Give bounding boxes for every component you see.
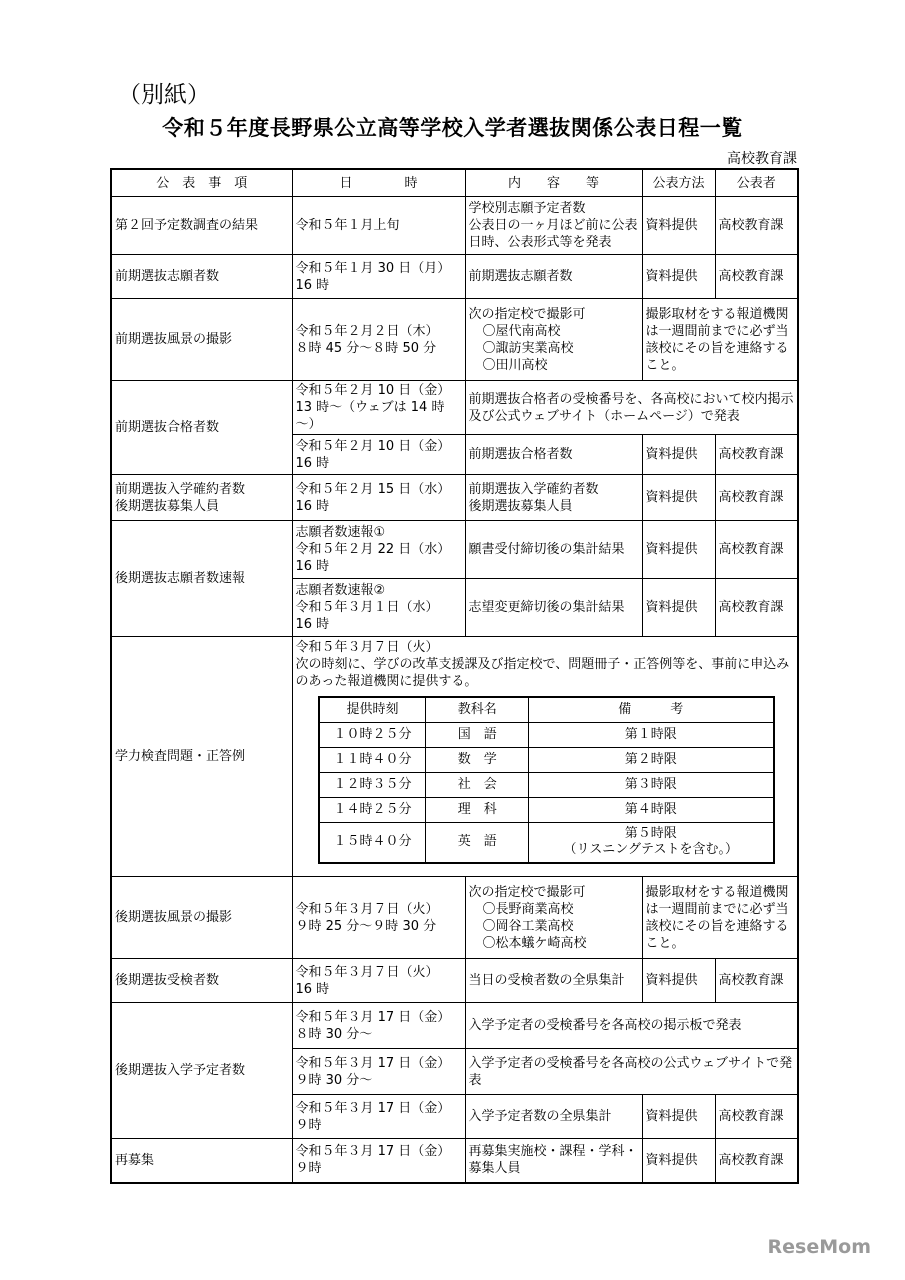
date-cell: 令和５年１月 30 日（月） 16 時 [292, 255, 465, 299]
period-cell: 第５時限 （リスニングテストを含む。） [529, 823, 774, 863]
school-item: 〇諏訪実業高校 [482, 340, 574, 356]
publisher-cell: 高校教育課 [715, 1139, 798, 1183]
subtable-row [319, 823, 774, 863]
subtable-header-subject: 教科名 [426, 697, 529, 723]
publisher-cell: 高校教育課 [715, 1095, 798, 1139]
table-row [111, 299, 798, 381]
exam-subtable [318, 696, 775, 864]
item-cell: 後期選抜入学予定者数 [111, 1003, 292, 1139]
header-method: 公表方法 [642, 169, 715, 197]
table-row [111, 255, 798, 299]
table-row [111, 521, 798, 579]
table-row [111, 1003, 798, 1049]
table-header-row [111, 169, 798, 197]
subject-cell: 英 語 [426, 823, 529, 863]
method-cell: 資料提供 [642, 435, 715, 475]
content-cell: 前期選抜志願者数 [465, 255, 642, 299]
method-cell: 資料提供 [642, 579, 715, 637]
publisher-cell: 高校教育課 [715, 579, 798, 637]
time-cell: １５時４０分 [319, 823, 426, 863]
subtable-row [319, 798, 774, 823]
school-item: 〇松本蟻ケ崎高校 [482, 935, 587, 951]
exam-info-text: 令和５年３月７日（火） 次の時刻に、学びの改革支援課及び指定校で、問題冊子・正答例等を、事前に申込みのあった報道機関に提供する。 [295, 640, 790, 689]
note-cell: 撮影取材をする報道機関は一週間前までに必ず当該校にその旨を連絡すること。 [642, 877, 798, 959]
date-cell: 令和５年２月２日（木） ８時 45 分～８時 50 分 [292, 299, 465, 381]
method-cell: 資料提供 [642, 197, 715, 255]
subject-cell: 社 会 [426, 773, 529, 798]
date-cell: 令和５年３月７日（火） 16 時 [292, 959, 465, 1003]
table-row [111, 1139, 798, 1183]
exam-subtable-wrap [296, 690, 795, 876]
item-cell: 後期選抜風景の撮影 [111, 877, 292, 959]
time-cell: １２時３５分 [319, 773, 426, 798]
item-cell: 第２回予定数調査の結果 [111, 197, 292, 255]
subtable-header-row [319, 697, 774, 723]
table-row [111, 637, 798, 877]
date-cell: 志願者数速報① 令和５年２月 22 日（水） 16 時 [292, 521, 465, 579]
item-cell: 前期選抜風景の撮影 [111, 299, 292, 381]
subtable-header-note: 備 考 [529, 697, 774, 723]
annex-label: （別紙） [118, 82, 210, 108]
publisher-cell: 高校教育課 [715, 255, 798, 299]
table-row [111, 381, 798, 435]
publisher-cell: 高校教育課 [715, 475, 798, 521]
method-cell: 資料提供 [642, 1095, 715, 1139]
table-row [111, 877, 798, 959]
period-cell: 第２時限 [529, 748, 774, 773]
item-cell: 後期選抜志願者数速報 [111, 521, 292, 637]
subject-cell: 国 語 [426, 723, 529, 748]
publisher-cell: 高校教育課 [715, 959, 798, 1003]
date-cell: 志願者数速報② 令和５年３月１日（水） 16 時 [292, 579, 465, 637]
content-cell: 前期選抜入学確約者数 後期選抜募集人員 [465, 475, 642, 521]
header-publisher: 公表者 [715, 169, 798, 197]
method-cell: 資料提供 [642, 521, 715, 579]
content-cell [465, 877, 642, 959]
method-cell: 資料提供 [642, 959, 715, 1003]
content-cell: 前期選抜合格者の受検番号を、各高校において校内掲示及び公式ウェブサイト（ホームページ）で発表 [465, 381, 798, 435]
date-cell: 令和５年３月 17 日（金） ８時 30 分～ [292, 1003, 465, 1049]
item-cell: 前期選抜志願者数 [111, 255, 292, 299]
time-cell: １０時２５分 [319, 723, 426, 748]
subject-cell: 理 科 [426, 798, 529, 823]
date-cell: 令和５年２月 15 日（水） 16 時 [292, 475, 465, 521]
publisher-cell: 高校教育課 [715, 197, 798, 255]
item-cell: 前期選抜入学確約者数 後期選抜募集人員 [111, 475, 292, 521]
date-cell: 令和５年１月上旬 [292, 197, 465, 255]
content-cell: 入学予定者の受検番号を各高校の掲示板で発表 [465, 1003, 798, 1049]
publisher-cell: 高校教育課 [715, 435, 798, 475]
period-cell: 第１時限 [529, 723, 774, 748]
date-cell: 令和５年３月７日（火） ９時 25 分～９時 30 分 [292, 877, 465, 959]
content-cell: 前期選抜合格者数 [465, 435, 642, 475]
date-cell: 令和５年２月 10 日（金） 13 時～（ウェブは 14 時～） [292, 381, 465, 435]
item-cell: 後期選抜受検者数 [111, 959, 292, 1003]
subtable-row [319, 723, 774, 748]
content-cell: 入学予定者の受検番号を各高校の公式ウェブサイトで発表 [465, 1049, 798, 1095]
header-content: 内 容 等 [465, 169, 642, 197]
school-item: 〇田川高校 [482, 357, 548, 373]
table-row [111, 475, 798, 521]
period-cell: 第４時限 [529, 798, 774, 823]
date-cell: 令和５年３月 17 日（金） ９時 [292, 1095, 465, 1139]
department-label: 高校教育課 [727, 151, 797, 167]
content-cell [465, 299, 642, 381]
publisher-cell: 高校教育課 [715, 521, 798, 579]
content-cell: 学校別志願予定者数 公表日の一ヶ月ほど前に公表日時、公表形式等を発表 [465, 197, 642, 255]
content-cell: 当日の受検者数の全県集計 [465, 959, 642, 1003]
header-date: 日 時 [292, 169, 465, 197]
subtable-row [319, 748, 774, 773]
document-title: 令和５年度長野県公立高等学校入学者選抜関係公表日程一覧 [162, 116, 743, 140]
content-cell: 再募集実施校・課程・学科・募集人員 [465, 1139, 642, 1183]
content-cell: 入学予定者数の全県集計 [465, 1095, 642, 1139]
subtable-header-time: 提供時刻 [319, 697, 426, 723]
period-cell: 第３時限 [529, 773, 774, 798]
method-cell: 資料提供 [642, 255, 715, 299]
time-cell: １１時４０分 [319, 748, 426, 773]
content-heading: 次の指定校で撮影可 [468, 884, 586, 900]
exam-info-cell [292, 637, 798, 877]
method-cell: 資料提供 [642, 1139, 715, 1183]
time-cell: １４時２５分 [319, 798, 426, 823]
school-item: 〇長野商業高校 [482, 901, 574, 917]
table-row [111, 959, 798, 1003]
item-cell: 前期選抜合格者数 [111, 381, 292, 475]
subject-cell: 数 学 [426, 748, 529, 773]
note-cell: 撮影取材をする報道機関は一週間前までに必ず当該校にその旨を連絡すること。 [642, 299, 798, 381]
table-row [111, 197, 798, 255]
method-cell: 資料提供 [642, 475, 715, 521]
date-cell: 令和５年３月 17 日（金） ９時 [292, 1139, 465, 1183]
school-item: 〇岡谷工業高校 [482, 918, 574, 934]
date-cell: 令和５年２月 10 日（金） 16 時 [292, 435, 465, 475]
schedule-table [110, 168, 799, 1184]
content-cell: 志望変更締切後の集計結果 [465, 579, 642, 637]
subtable-row [319, 773, 774, 798]
content-cell: 願書受付締切後の集計結果 [465, 521, 642, 579]
item-cell: 学力検査問題・正答例 [111, 637, 292, 877]
resemom-logo: ReseMom [767, 1236, 871, 1258]
header-item: 公 表 事 項 [111, 169, 292, 197]
school-item: 〇屋代南高校 [482, 323, 561, 339]
date-cell: 令和５年３月 17 日（金） ９時 30 分～ [292, 1049, 465, 1095]
content-heading: 次の指定校で撮影可 [468, 306, 586, 322]
item-cell: 再募集 [111, 1139, 292, 1183]
